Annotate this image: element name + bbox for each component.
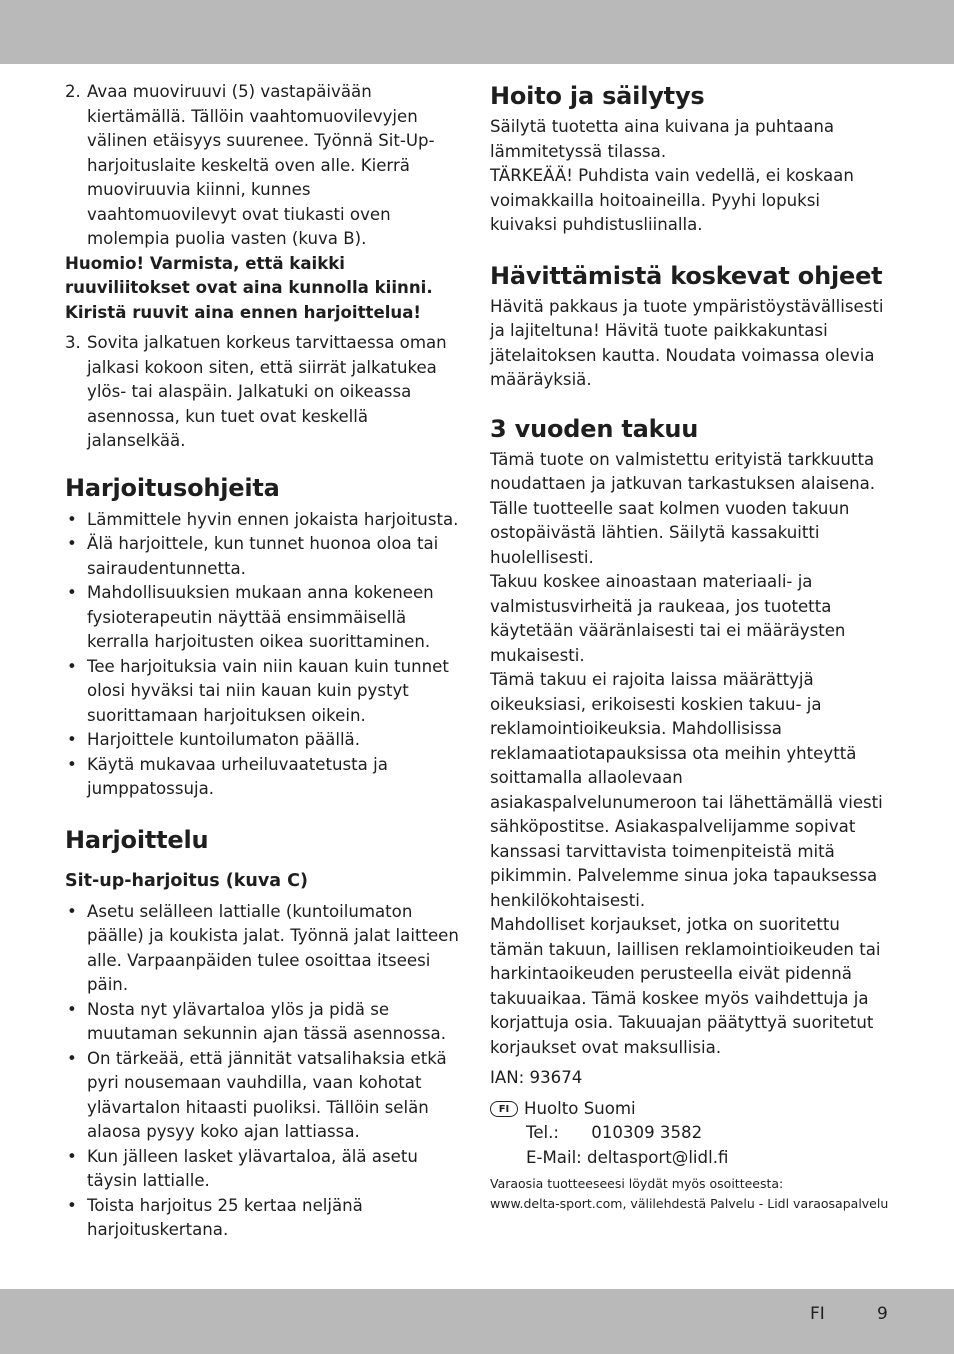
phone-number: 010309 3582 — [591, 1123, 703, 1142]
step-number: 2. — [65, 82, 81, 101]
warranty-text: Mahdolliset korjaukset, jotka on suoritettu tämän takuun, laillisen reklamointioikeuden tai harkintaoikeuden perusteella eivät pidennä takuuaikaa. Tämä koskee myös vaihdettuja ja korjattuja osia. Takuuajan päätyttyä suoritetut korjaukset ovat maksullisia. — [490, 915, 881, 1057]
disposal-text: Hävitä pakkaus ja tuote ympäristöystävällisesti ja lajiteltuna! Hävitä tuote paikkakuntasi jätelaitoksen kautta. Noudata voimassa olevia määräyksiä. — [490, 296, 884, 389]
list-item: • Tee harjoituksia vain niin kauan kuin tunnet olosi hyväksi tai niin kauan kuin pystyt suorittamaan harjoituksen oikein. — [65, 655, 465, 729]
right-column — [490, 80, 890, 1214]
step-3 — [65, 331, 465, 454]
spare-parts-note-line: Varaosia tuotteeseesi löydät myös osoitteesta: — [490, 1176, 784, 1191]
section-title-training: Harjoittelu — [65, 825, 209, 854]
step-2 — [65, 80, 465, 252]
header-band — [0, 0, 954, 64]
step-text: Sovita jalkatuen korkeus tarvittaessa oman jalkasi kokoon siten, että siirrät jalkatukea ylös- tai alaspäin. Jalkatuki on oikeassa asennossa, kun tuet ovat keskellä jalanselkää. — [87, 333, 447, 450]
training-tips-list — [65, 508, 465, 802]
spare-parts-note-line: www.delta-sport.com, välilehdestä Palvelu - Lidl varaosapalvelu — [490, 1196, 889, 1211]
list-item: • Lämmittele hyvin ennen jokaista harjoitusta. — [65, 508, 465, 533]
phone-row — [490, 1121, 890, 1146]
step-number: 3. — [65, 333, 81, 352]
service-name: Huolto Suomi — [524, 1098, 636, 1118]
phone-label: Tel.: — [526, 1123, 560, 1142]
email-row: E-Mail: deltasport@lidl.fi — [526, 1147, 729, 1167]
country-badge: FI — [490, 1101, 518, 1117]
list-item: • Harjoittele kuntoilumaton päällä. — [65, 728, 465, 753]
warranty-text: Tälle tuotteelle saat kolmen vuoden takuun ostopäivästä lähtien. Säilytä kassakuitti huolellisesti. — [490, 498, 850, 567]
warning-text: Huomio! Varmista, että kaikki ruuviliitokset ovat aina kunnolla kiinni. Kiristä ruuvit aina ennen harjoittelua! — [65, 253, 433, 322]
list-item: • Älä harjoittele, kun tunnet huonoa oloa tai sairaudentunnetta. — [65, 532, 465, 581]
list-item: • Kun jälleen lasket ylävartaloa, älä asetu täysin lattialle. — [65, 1145, 465, 1194]
section-title-care: Hoito ja säilytys — [490, 82, 705, 110]
situp-steps-list — [65, 900, 465, 1243]
left-column — [65, 80, 465, 1243]
section-title-training-tips: Harjoitusohjeita — [65, 473, 280, 502]
warranty-text: Tämä tuote on valmistettu erityistä tarkkuutta noudattaen ja jatkuvan tarkastuksen alaisena. — [490, 449, 876, 493]
service-contact — [490, 1097, 890, 1171]
list-item: • On tärkeää, että jännität vatsalihaksia etkä pyri nousemaan vauhdilla, vaan kohotat ylävartalon hitaasti puoliksi. Tällöin selän alaosa pysyy koko ajan lattiassa. — [65, 1047, 465, 1145]
step-text: Avaa muoviruuvi (5) vastapäivään kiertämällä. Tällöin vaahtomuovilevyjen välinen etäisyys suurenee. Työnnä Sit-Up-harjoituslaite keskeltä oven alle. Kierrä muoviruuvia kiinni, kunnes vaahtomuovilevyt ovat tiukasti oven molempia puolia vasten (kuva B). — [87, 82, 435, 248]
subsection-title-situp: Sit-up-harjoitus (kuva C) — [65, 870, 308, 891]
section-title-warranty: 3 vuoden takuu — [490, 414, 699, 443]
list-item: • Toista harjoitus 25 kertaa neljänä harjoituskertana. — [65, 1194, 465, 1243]
spare-parts-note — [490, 1174, 890, 1214]
care-important-text: TÄRKEÄÄ! Puhdista vain vedellä, ei koskaan voimakkailla hoitoaineilla. Pyyhi lopuksi kuivaksi puhdistusliinalla. — [490, 166, 854, 234]
warranty-text: Takuu koskee ainoastaan materiaali- ja valmistusvirheitä ja raukeaa, jos tuotetta käytetään vääränlaisesti tai ei määräysten mukaisesti. — [490, 572, 846, 665]
care-text: Säilytä tuotetta aina kuivana ja puhtaana lämmitetyssä tilassa. — [490, 117, 835, 161]
warranty-text: Tämä takuu ei rajoita laissa määrättyjä oikeuksiasi, erikoisesti koskien takuu- ja reklamointioikeuksia. Mahdollisissa reklamaatiotapauksissa ota meihin yhteyttä soittamalla allaolevaan asiakaspalvelunumeroon tai lähettämällä viesti sähköpostitse. Asiakaspalvelijamme sopivat kanssasi tarvittavista toimenpiteistä mitä pikimmin. Palvelemme sinua joka tapauksessa henkilökohtaisesti. — [490, 670, 883, 910]
list-item: • Asetu selälleen lattialle (kuntoilumaton päälle) ja koukista jalat. Työnnä jalat laitteen alle. Varpaanpäiden tulee osoittaa itseesi päin. — [65, 900, 465, 998]
section-title-disposal: Hävittämistä koskevat ohjeet — [490, 261, 883, 290]
list-item: • Käytä mukavaa urheiluvaatetusta ja jumppatossuja. — [65, 753, 465, 802]
page-number: 9 — [877, 1304, 888, 1324]
ian-number: IAN: 93674 — [490, 1068, 583, 1087]
list-item: • Nosta nyt ylävartaloa ylös ja pidä se muutaman sekunnin ajan tässä asennossa. — [65, 998, 465, 1047]
footer-language-code: FI — [810, 1304, 825, 1324]
list-item: • Mahdollisuuksien mukaan anna kokeneen fysioterapeutin näyttää ensimmäisellä kerralla harjoitusten oikea suorittaminen. — [65, 581, 465, 655]
service-title-row — [490, 1097, 890, 1122]
